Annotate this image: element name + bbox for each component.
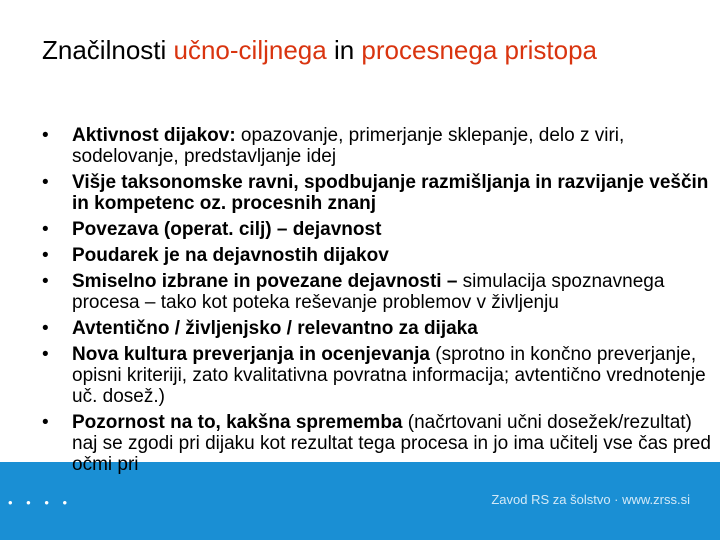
bullet-icon: • [42, 245, 49, 266]
bullet-list [42, 125, 712, 480]
bullet-text: opazovanje, primerjanje sklepanje, delo z viri, sodelovanje, predstavljanje idej [72, 125, 625, 167]
bullet-text: simulacija spoznavnega procesa – tako kot poteka reševanje problemov v življenju [72, 271, 665, 313]
bullet-item [42, 412, 712, 475]
bullet-item [42, 219, 712, 240]
bullet-bold-text: Pozornost na to, kakšna sprememba [72, 412, 403, 433]
bullet-bold-text: Višje taksonomske ravni, spodbujanje razmišljanja in razvijanje veščin in kompetenc oz. procesnih znanj [72, 172, 709, 214]
bullet-item [42, 125, 712, 167]
title-part-3: in [326, 35, 362, 65]
slide-title [42, 33, 682, 68]
bullet-icon: • [42, 344, 49, 365]
bullet-icon: • [42, 412, 49, 433]
bullet-icon: • [42, 219, 49, 240]
bullet-bold-text: Avtentično / življenjsko / relevantno za dijaka [72, 318, 478, 339]
bullet-item [42, 344, 712, 407]
title-part-2: učno-ciljnega [173, 35, 327, 65]
bullet-bold-text: Nova kultura preverjanja in ocenjevanja [72, 344, 430, 365]
bullet-bold-text: Smiselno izbrane in povezane dejavnosti – [72, 271, 458, 292]
bullet-icon: • [42, 271, 49, 292]
bullet-item [42, 172, 712, 214]
bullet-bold-text: Aktivnost dijakov: [72, 125, 236, 146]
footer-text: Zavod RS za šolstvo · www.zrss.si [491, 492, 690, 507]
bullet-bold-text: Povezava (operat. cilj) – dejavnost [72, 219, 382, 240]
bullet-icon: • [42, 318, 49, 339]
bullet-item [42, 318, 712, 339]
bullet-text: (načrtovani učni dosežek/rezultat) naj se zgodi pri dijaku kot rezultat tega procesa in jo ima učitelj vse čas pred očmi pri [72, 412, 711, 475]
bullet-icon: • [42, 125, 49, 146]
footer-dots: • • • • [8, 495, 73, 510]
bullet-item [42, 245, 712, 266]
bullet-text: (sprotno in končno preverjanje, opisni kriteriji, zato kvalitativna povratna informacija; avtentično vrednotenje uč. dosež.) [72, 344, 706, 407]
title-part-1: Značilnosti [42, 35, 174, 65]
bullet-icon: • [42, 172, 49, 193]
bullet-bold-text: Poudarek je na dejavnostih dijakov [72, 245, 389, 266]
title-part-4: procesnega pristopa [361, 35, 598, 65]
bullet-item [42, 271, 712, 313]
